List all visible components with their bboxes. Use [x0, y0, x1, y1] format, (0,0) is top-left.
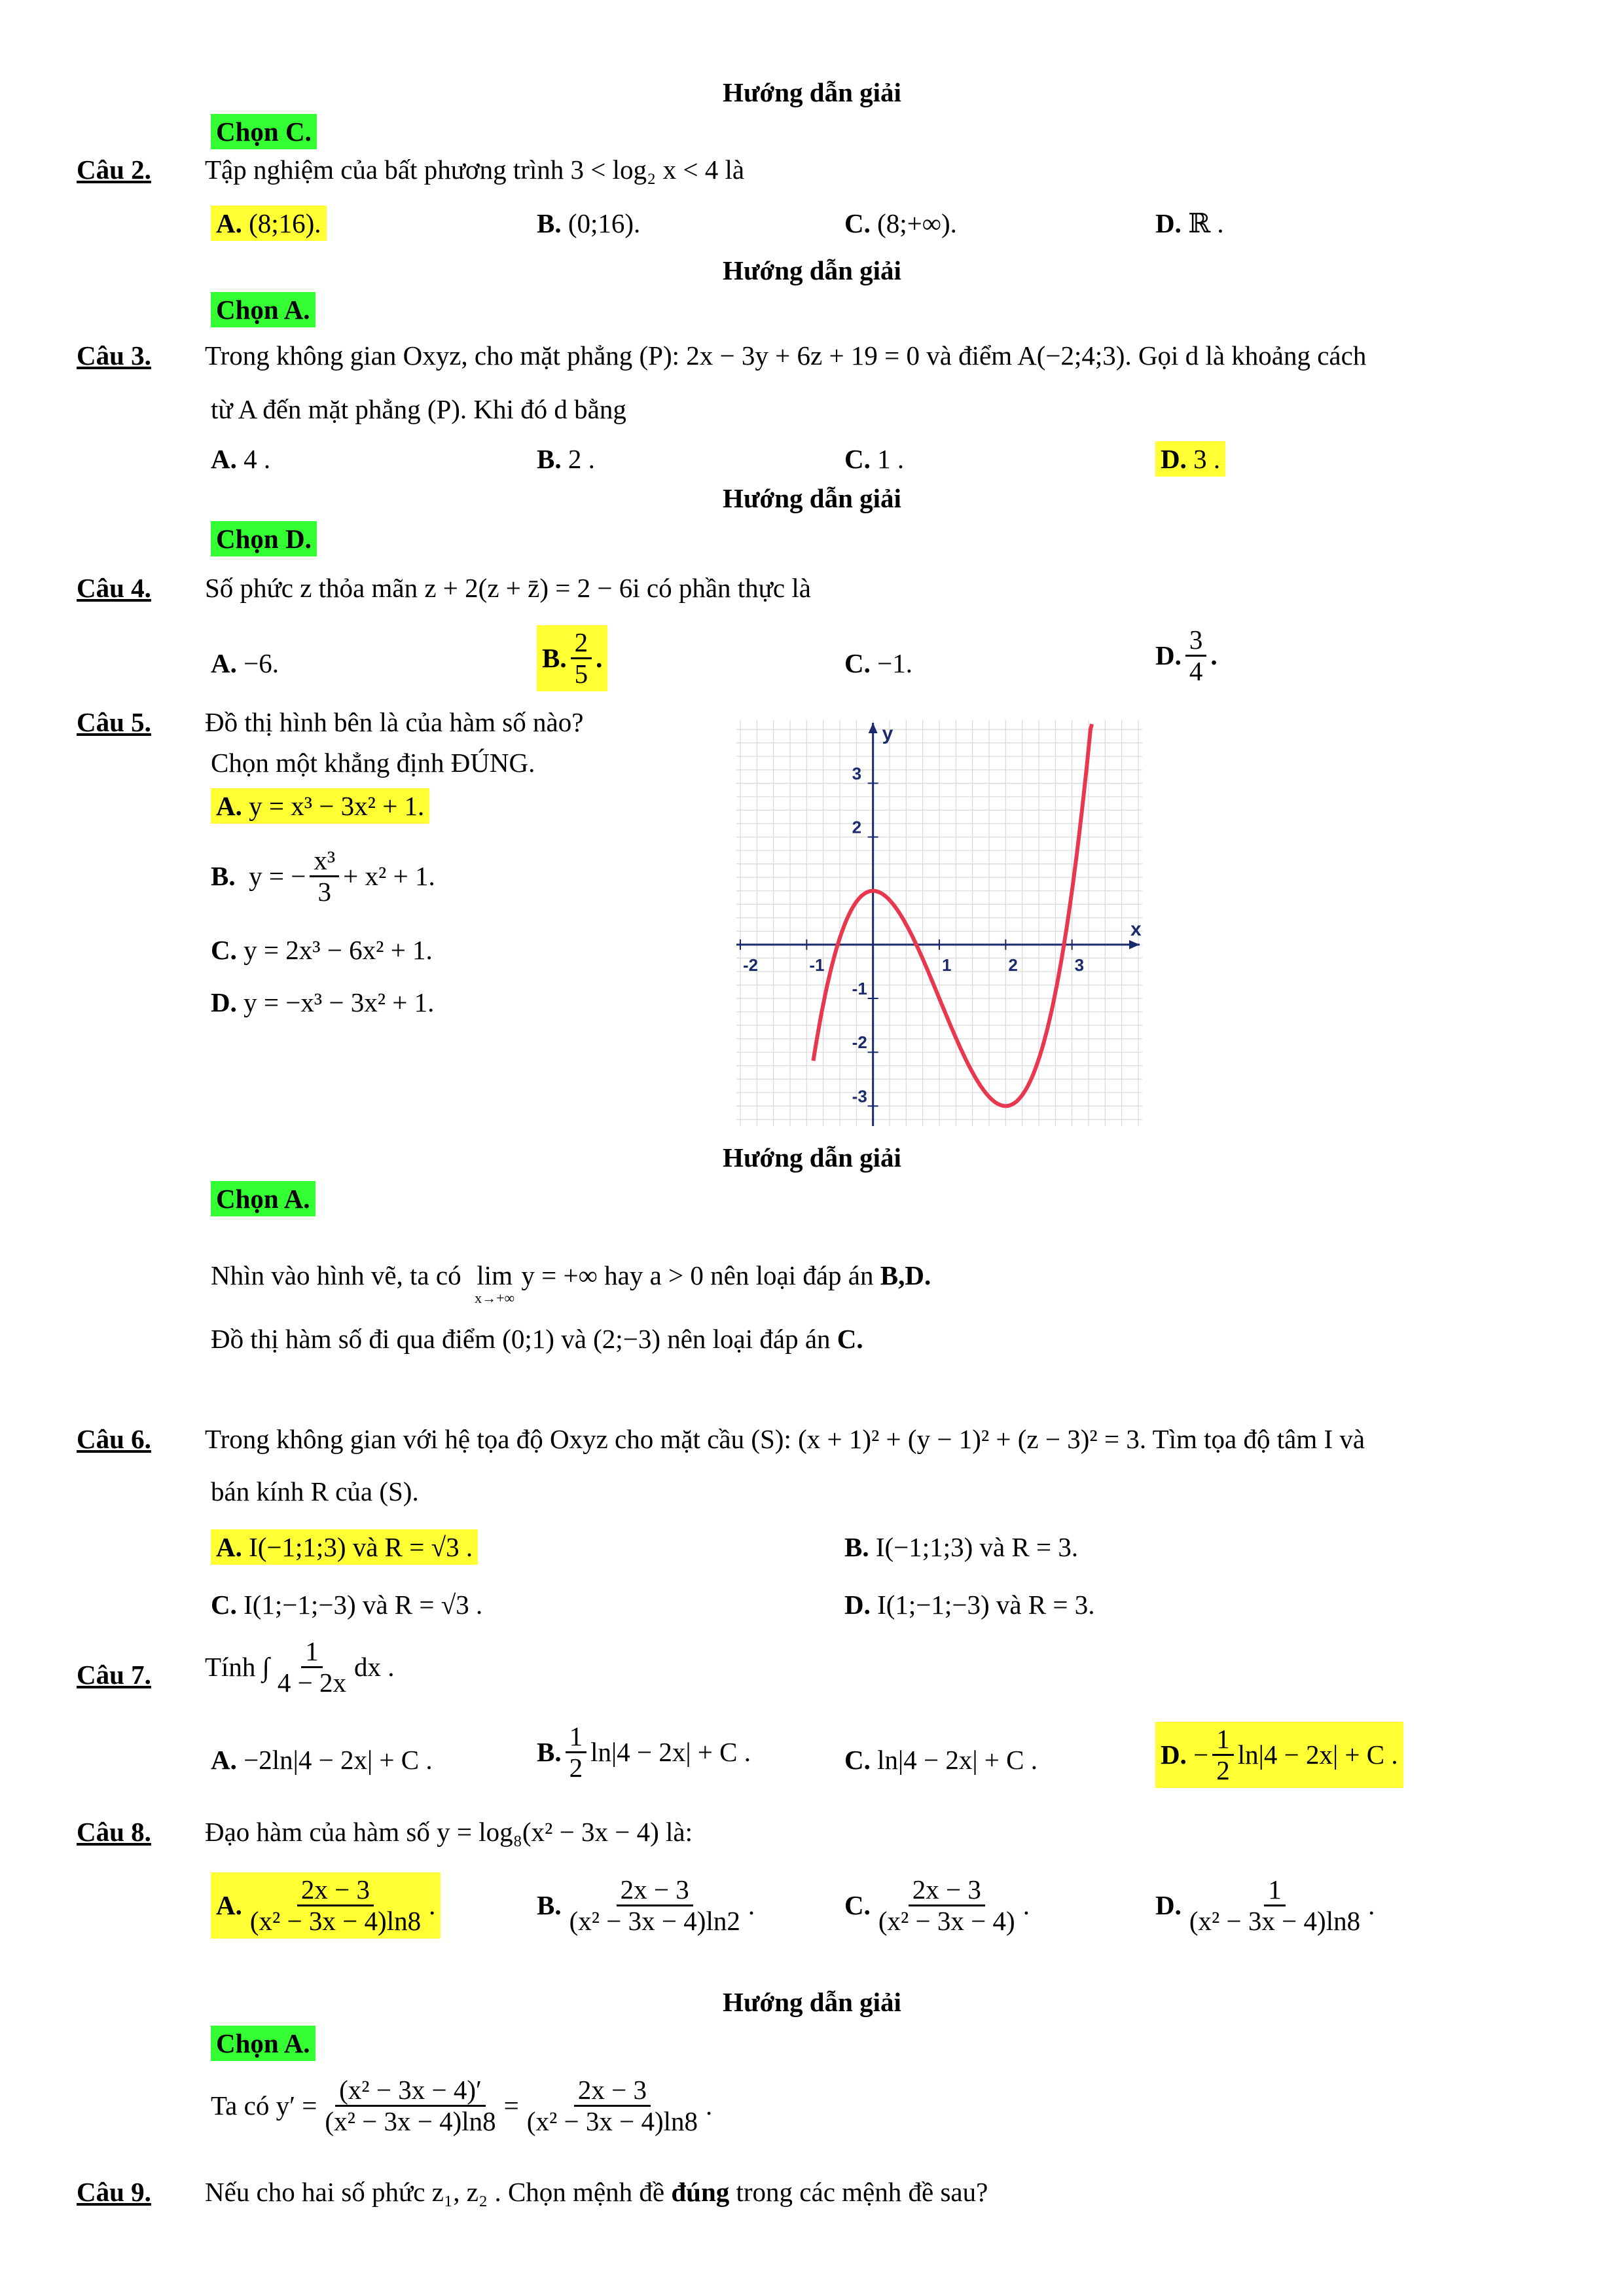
y-axis-arrow	[869, 723, 878, 733]
question-text: Số phức z thỏa mãn z + 2(z + z̄) = 2 − 6i có phần thực là	[205, 573, 811, 603]
question-text: Tập nghiệm của bất phương trình 3 < log₂ x < 4 là	[205, 155, 745, 185]
answer-choice: Chọn A.	[211, 2028, 316, 2059]
x-axis-label: x	[1130, 918, 1142, 940]
solution-line: Nhìn vào hình vẽ, ta có lim x→+∞ y = +∞ hay a > 0 nên loại đáp án B,D.	[211, 1260, 931, 1307]
function-graph	[736, 720, 1142, 1126]
answer-choice: Chọn D.	[211, 524, 317, 555]
question-text: Đạo hàm của hàm số y = log₈(x² − 3x − 4) là:	[205, 1817, 693, 1847]
y-tick-label: 2	[852, 817, 862, 837]
question-text: Trong không gian với hệ tọa độ Oxyz cho mặt cầu (S): (x + 1)² + (y − 1)² + (z − 3)² = 3. Tìm tọa độ tâm I và	[205, 1424, 1365, 1454]
option-d: D. I(1;−1;−3) và R = 3.	[844, 1590, 1095, 1620]
option-a: A. −6.	[211, 648, 279, 678]
x-tick-label: 1	[942, 955, 952, 975]
question-text-cont: bán kính R của (S).	[211, 1476, 419, 1506]
y-tick-label: -1	[852, 979, 867, 999]
solution-heading: Hướng dẫn giải	[723, 255, 901, 285]
question-label: Câu 6.	[77, 1424, 151, 1454]
x-tick-label: 2	[1008, 955, 1018, 975]
option-a: A. 4 .	[211, 444, 271, 474]
question-label: Câu 9.	[77, 2177, 151, 2207]
option-b: B. $\frac{2x - 3}{\text{(x² − 3x − 4)ln2}}$ .	[537, 1874, 755, 1937]
question-label: Câu 8.	[77, 1817, 151, 1847]
solution-heading: Hướng dẫn giải	[723, 483, 901, 513]
question-label: Câu 5.	[77, 707, 151, 737]
option-d: D. $\frac{1}{\text{(x² − 3x − 4)ln8}}$ .	[1155, 1874, 1375, 1937]
option-c: C. ln|4 − 2x| + C .	[844, 1745, 1038, 1775]
answer-choice: Chọn C.	[211, 117, 317, 147]
option-c: C. y = 2x³ − 6x² + 1.	[211, 935, 433, 965]
option-d: D. ℝ .	[1155, 208, 1224, 238]
option-b: B. (0;16).	[537, 208, 641, 238]
solution-formula: Ta có y′ = $\frac{\text{(x² − 3x − 4)′}}{\text{(x² − 3x − 4)ln8}}$ = $\frac{2x - 3}{\text{(x² − 3x − 4)ln8}}$ .	[211, 2075, 713, 2137]
solution-heading: Hướng dẫn giải	[723, 1987, 901, 2017]
solution-heading: Hướng dẫn giải	[723, 77, 901, 107]
option-c: C. −1.	[844, 648, 912, 678]
question-text: Trong không gian Oxyz, cho mặt phẳng (P): 2x − 3y + 6z + 19 = 0 và điểm A(−2;4;3). Gọi d là khoảng cách	[205, 340, 1367, 371]
y-tick-label: -2	[852, 1032, 867, 1053]
option-d: D. y = −x³ − 3x² + 1.	[211, 987, 435, 1017]
question-label: Câu 7.	[77, 1660, 151, 1690]
option-a: A. (8;16).	[211, 208, 327, 239]
x-tick-label: -2	[743, 955, 759, 975]
question-text-cont: từ A đến mặt phẳng (P). Khi đó d bằng	[211, 394, 626, 424]
option-c: C. I(1;−1;−3) và R = √3 .	[211, 1590, 483, 1620]
x-tick-label: 3	[1074, 955, 1085, 975]
option-a: A. I(−1;1;3) và R = √3 .	[211, 1532, 478, 1563]
y-tick-label: 3	[852, 763, 862, 784]
option-b: B. $\frac{1}{2}$ ln|4 − 2x| + C .	[537, 1721, 751, 1783]
y-axis-label: y	[882, 723, 893, 744]
option-d: D. $\frac{3}{4}$ .	[1155, 625, 1218, 687]
option-a: A. $\frac{2x - 3}{\text{(x² − 3x − 4)ln8}}$ .	[211, 1872, 441, 1939]
question-text: Nếu cho hai số phức z₁, z₂ . Chọn mệnh đề đúng trong các mệnh đề sau?	[205, 2177, 988, 2207]
solution-line: Đồ thị hàm số đi qua điểm (0;1) và (2;−3) nên loại đáp án C.	[211, 1324, 863, 1354]
question-text-cont: Chọn một khẳng định ĐÚNG.	[211, 748, 535, 778]
y-tick-label: -3	[852, 1086, 867, 1106]
option-d: D. 3 .	[1155, 444, 1225, 475]
question-text: Tính ∫ $\frac{1}{4 - 2x}$ dx .	[205, 1636, 395, 1698]
question-label: Câu 3.	[77, 340, 151, 371]
option-c: C. (8;+∞).	[844, 208, 957, 238]
option-b: B. 2 .	[537, 444, 595, 474]
x-tick-label: -1	[809, 955, 825, 975]
graph-grid	[736, 720, 1142, 1126]
solution-heading: Hướng dẫn giải	[723, 1142, 901, 1173]
option-d: D. − $\frac{1}{2}$ ln|4 − 2x| + C .	[1155, 1722, 1403, 1788]
option-a: A. −2ln|4 − 2x| + C .	[211, 1745, 433, 1775]
question-label: Câu 4.	[77, 573, 151, 603]
option-a: A. y = x³ − 3x² + 1.	[211, 791, 429, 822]
option-b: B. $\frac{2}{5}$ .	[537, 625, 607, 691]
question-label: Câu 2.	[77, 155, 151, 185]
option-c: C. $\frac{2x - 3}{\text{(x² − 3x − 4)}}$ .	[844, 1874, 1030, 1937]
answer-choice: Chọn A.	[211, 1184, 316, 1214]
option-b: B. y = − $\frac{\text{x³}}{3}$ + x² + 1.	[211, 845, 435, 907]
question-text: Đồ thị hình bên là của hàm số nào?	[205, 707, 584, 737]
option-b: B. I(−1;1;3) và R = 3.	[844, 1532, 1079, 1562]
answer-choice: Chọn A.	[211, 295, 316, 325]
option-c: C. 1 .	[844, 444, 905, 474]
